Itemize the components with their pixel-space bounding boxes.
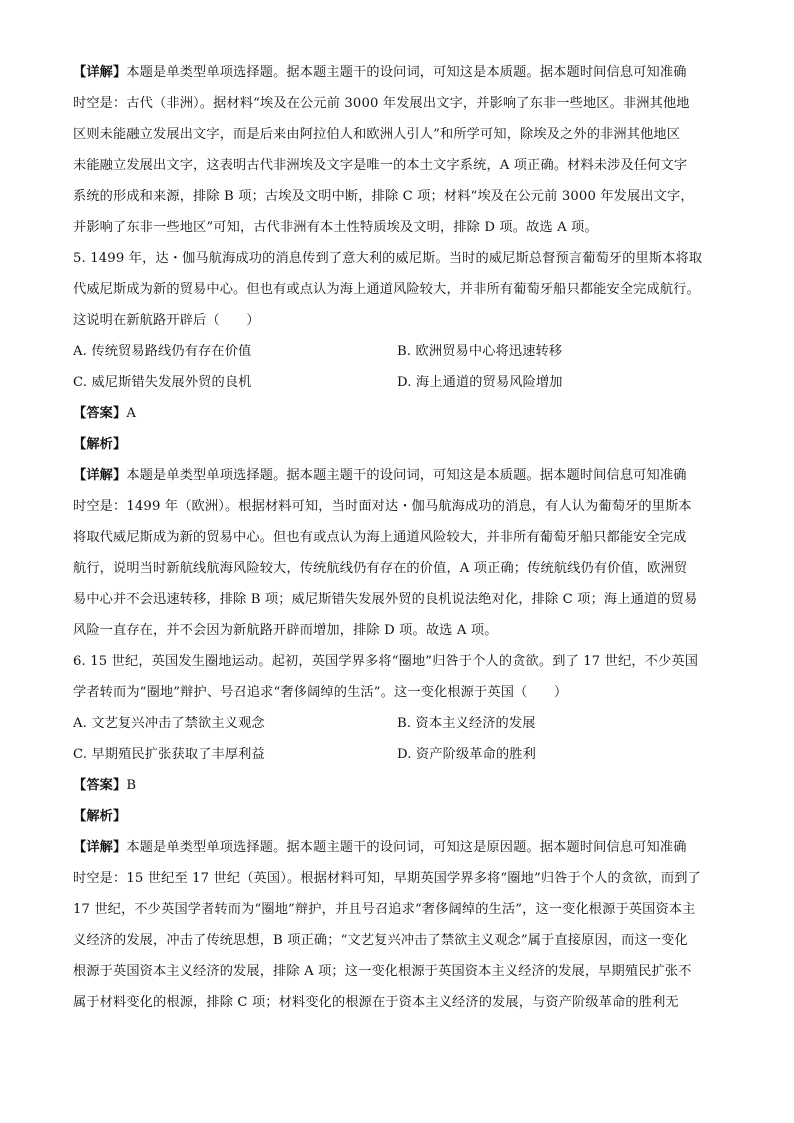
answer-value: A bbox=[126, 406, 137, 421]
option-d: D. 资产阶级革命的胜利 bbox=[397, 747, 536, 762]
text-line: 时空是：1499 年（欧洲）。根据材料可知，当时面对达・伽马航海成功的消息，有人认为葡萄牙的里斯本 bbox=[73, 499, 692, 514]
option-c: C. 早期殖民扩张获取了丰厚利益 bbox=[73, 747, 265, 762]
text-line: 属于材料变化的根源，排除 C 项；材料变化的根源在于资本主义经济的发展，与资产阶级革命的胜利无 bbox=[73, 995, 679, 1010]
options-row bbox=[73, 372, 733, 393]
answer-value: B bbox=[126, 778, 137, 793]
analysis-label: 【解析】 bbox=[73, 809, 127, 824]
question-5 bbox=[73, 248, 733, 455]
text-line: 【详解】本题是单类型单项选择题。据本题主题干的设问词，可知这是本质题。据本题时间信息可知准确 bbox=[73, 468, 687, 483]
answer-label: 【答案】 bbox=[73, 406, 127, 421]
option-c: C. 威尼斯错失发展外贸的良机 bbox=[73, 375, 252, 390]
text-line: 时空是：古代（非洲）。据材料“埃及在公元前 3000 年发展出文字，并影响了东非一些地区。非洲其他地 bbox=[73, 96, 690, 111]
text-line: 义经济的发展，冲击了传统思想，B 项正确；“文艺复兴冲击了禁欲主义观念”属于直接原因，而这一变化 bbox=[73, 933, 688, 948]
option-b: B. 资本主义经济的发展 bbox=[397, 716, 536, 731]
answer-line bbox=[73, 775, 733, 796]
detail-block-q6 bbox=[73, 837, 733, 1013]
answer-line bbox=[73, 403, 733, 424]
detail-label: 【详解】 bbox=[73, 840, 127, 855]
text-line: 时空是：15 世纪至 17 世纪（英国）。根据材料可知，早期英国学界多将“圈地”归咎于个人的贪欲，而到了 bbox=[73, 871, 701, 886]
text-line: 将取代威尼斯成为新的贸易中心。但也有或点认为海上通道风险较大，并非所有葡萄牙船只都能安全完成 bbox=[73, 530, 687, 545]
question-6 bbox=[73, 651, 733, 827]
option-d: D. 海上通道的贸易风险增加 bbox=[397, 375, 563, 390]
question-stem-line: 学者转而为“圈地”辩护、号召追求“奢侈阔绰的生活”。这一变化根源于英国（ ） bbox=[73, 685, 568, 700]
question-stem-line: 5. 1499 年，达・伽马航海成功的消息传到了意大利的威尼斯。当时的威尼斯总督预言葡萄牙的里斯本将取 bbox=[73, 251, 703, 266]
detail-label: 【详解】 bbox=[73, 65, 127, 80]
text-line: 17 世纪，不少英国学者转而为“圈地”辩护，并且号召追求“奢侈阔绰的生活”，这一变化根源于英国资本主 bbox=[73, 902, 696, 917]
text-line: 系统的形成和来源，排除 B 项；古埃及文明中断，排除 C 项；材料“埃及在公元前 3000 年发展出文字， bbox=[73, 189, 694, 204]
question-stem-line: 代威尼斯成为新的贸易中心。但也有或点认为海上通道风险较大，并非所有葡萄牙船只都能安全完成航行。 bbox=[73, 282, 700, 297]
analysis-label: 【解析】 bbox=[73, 437, 127, 452]
options-row bbox=[73, 341, 733, 362]
detail-block-q4 bbox=[73, 62, 733, 238]
text-line: 风险一直存在，并不会因为新航路开辟而增加，排除 D 项。故选 A 项。 bbox=[73, 623, 498, 638]
detail-block-q5 bbox=[73, 465, 733, 641]
detail-label: 【详解】 bbox=[73, 468, 127, 483]
text-line: 并影响了东非一些地区”可知，古代非洲有本土性特质埃及文明，排除 D 项。故选 A 项。 bbox=[73, 220, 598, 235]
text-line: 根源于英国资本主义经济的发展，排除 A 项；这一变化根源于英国资本主义经济的发展，早期殖民扩张不 bbox=[73, 964, 692, 979]
text-line: 【详解】本题是单类型单项选择题。据本题主题干的设问词，可知这是本质题。据本题时间信息可知准确 bbox=[73, 65, 687, 80]
option-b: B. 欧洲贸易中心将迅速转移 bbox=[397, 344, 563, 359]
answer-label: 【答案】 bbox=[73, 778, 127, 793]
text-line: 易中心并不会迅速转移，排除 B 项；威尼斯错失发展外贸的良机说法绝对化，排除 C 项；海上通道的贸易 bbox=[73, 592, 698, 607]
options-row bbox=[73, 744, 733, 765]
question-stem-line: 6. 15 世纪，英国发生圈地运动。起初，英国学界多将“圈地”归咎于个人的贪欲。到了 17 世纪，不少英国 bbox=[73, 654, 699, 669]
document-page bbox=[73, 62, 733, 1023]
options-row bbox=[73, 713, 733, 734]
text-line: 区则未能融立发展出文字，而是后来由阿拉伯人和欧洲人引人”和所学可知，除埃及之外的非洲其他地区 bbox=[73, 127, 681, 142]
text-line: 【详解】本题是单类型单项选择题。据本题主题干的设问词，可知这是原因题。据本题时间信息可知准确 bbox=[73, 840, 687, 855]
option-a: A. 文艺复兴冲击了禁欲主义观念 bbox=[73, 716, 265, 731]
text-line: 未能融立发展出文字，这表明古代非洲埃及文字是唯一的本土文字系统，A 项正确。材料未涉及任何文字 bbox=[73, 158, 688, 173]
text-line: 航行，说明当时新航线航海风险较大，传统航线仍有存在的价值，A 项正确；传统航线仍有价值，欧洲贸 bbox=[73, 561, 688, 576]
question-stem-line: 这说明在新航路开辟后（ ） bbox=[73, 313, 260, 328]
option-a: A. 传统贸易路线仍有存在价值 bbox=[73, 344, 252, 359]
